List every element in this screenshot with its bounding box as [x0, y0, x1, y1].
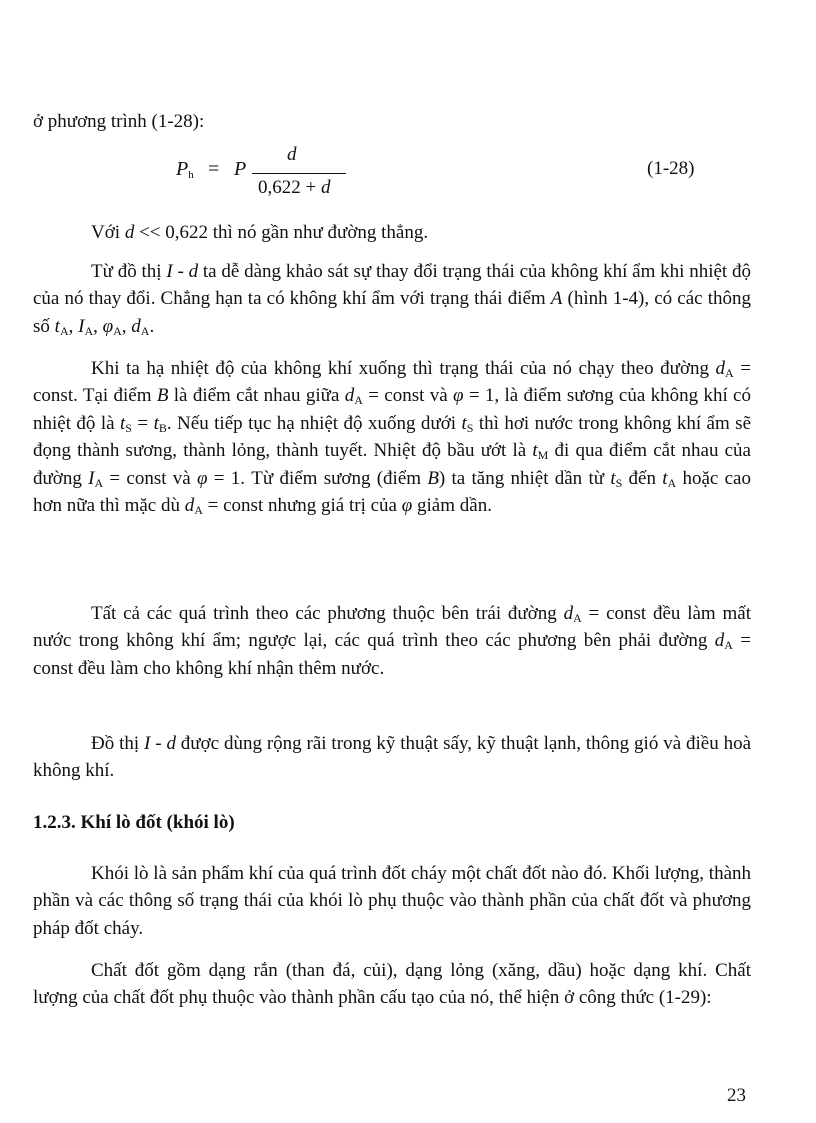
page-number: 23: [727, 1085, 746, 1106]
fraction-bar: [252, 173, 346, 174]
equation-p: P: [234, 158, 247, 180]
equation-equals: =: [208, 158, 220, 180]
paragraph-3: Khi ta hạ nhiệt độ của không khí xuống thì trạng thái của nó chạy theo đường $d_A$ = const. Tại điểm B là điểm cắt nhau giữa $d_A$ = const và φ = 1, là điểm sương của không khí có nhiệt độ là $t_S = t_B$. Nếu tiếp tục hạ nhiệt độ xuống dưới $t_S$ thì hơi nước trong không khí ẩm sẽ đọng thành sương, thành lỏng, thành tuyết. Nhiệt độ bầu ướt là $t_M$ đi qua điểm cắt nhau của đường $I_A$ = const và φ = 1. Từ điểm sương (điểm B) ta tăng nhiệt dần từ $t_S$ đến $t_A$ hoặc cao hơn nữa thì mặc dù $d_A$ = const nhưng giá trị của φ giảm dần.: [33, 358, 752, 518]
paragraph-5: Đồ thị I - d được dùng rộng rãi trong kỹ thuật sấy, kỹ thuật lạnh, thông gió và điều hoà không khí.: [33, 733, 752, 782]
equation-1-28: [0, 144, 816, 204]
paragraph-4: Tất cả các quá trình theo các phương thuộc bên trái đường $d_A$ = const đều làm mất nước trong không khí ẩm; ngược lại, các quá trình theo các phương bên phải đường $d_A$ = const đều làm cho không khí nhận thêm nước.: [33, 603, 752, 679]
equation-denominator: 0,622 + d: [258, 177, 331, 198]
paragraph-7: Chất đốt gồm dạng rắn (than đá, củi), dạng lỏng (xăng, dầu) hoặc dạng khí. Chất lượng của chất đốt phụ thuộc vào thành phần cấu tạo của nó, thể hiện ở công thức (1-29):: [33, 960, 751, 1009]
paragraph-6: Khói lò là sản phẩm khí của quá trình đốt cháy một chất đốt nào đó. Khối lượng, thành phần và các thông số trạng thái của khói lò phụ thuộc vào thành phần của chất đốt và phương pháp đốt cháy.: [33, 863, 751, 939]
paragraph-2: Từ đồ thị I - d ta dễ dàng khảo sát sự thay đổi trạng thái của không khí ẩm khi nhiệt độ của nó thay đổi. Chẳng hạn ta có không khí ẩm với trạng thái điểm A (hình 1-4), có các thông số $t_A$, $I_A$, $\varphi_A$, $d_A$.: [33, 261, 752, 338]
equation-numerator: d: [287, 144, 297, 165]
equation-number: (1-28): [647, 158, 695, 179]
equation-lhs: $P_h$: [176, 158, 194, 181]
section-heading: 1.2.3. Khí lò đốt (khói lò): [33, 812, 235, 833]
intro-line: ở phương trình (1-28):: [33, 111, 205, 132]
paragraph-1: Với d << 0,622 thì nó gần như đường thẳng.: [91, 222, 429, 243]
